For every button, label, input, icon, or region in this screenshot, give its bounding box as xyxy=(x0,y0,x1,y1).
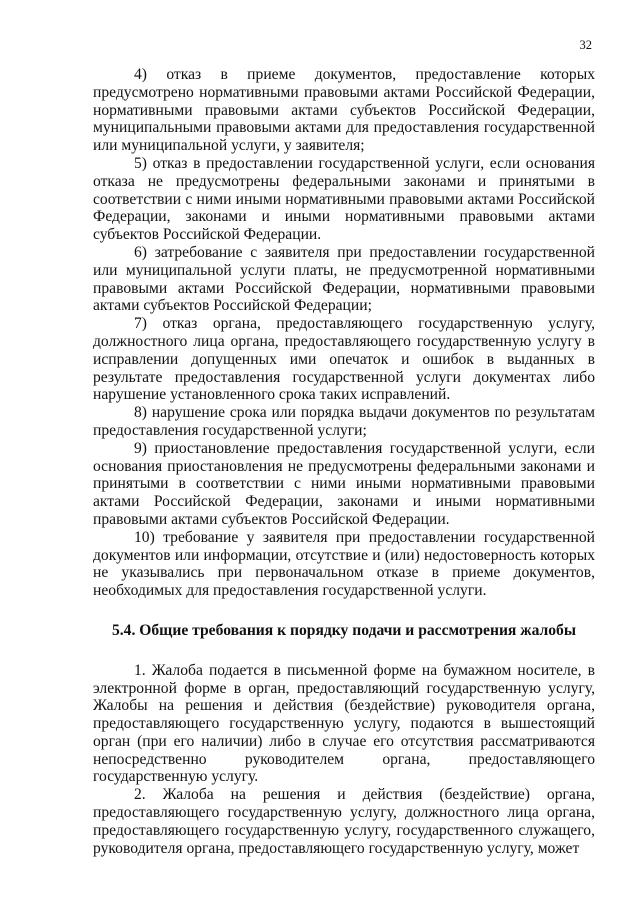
paragraph-item-5: 5) отказ в предоставлении государственной услуги, если основания отказа не предусмотрены федеральными законами и принятыми в соответствии с ними иными нормативными правовыми актами Российской Федерации, законами и иными нормативными правовыми актами субъектов Российской Федерации. xyxy=(93,154,595,244)
document-body xyxy=(93,66,595,857)
paragraph-item-7: 7) отказ органа, предоставляющего государственную услугу, должностного лица органа, предоставляющего государственную услугу в исправлении допущенных ими опечаток и ошибок в выданных в результате предоставления государственной услуги документах либо нарушение установленного срока таких исправлений. xyxy=(93,315,595,404)
section-heading: 5.4. Общие требования к порядку подачи и рассмотрения жалобы xyxy=(111,621,577,639)
paragraph-item-9: 9) приостановление предоставления государственной услуги, если основания приостановления не предусмотрены федеральными законами и принятыми в соответствии с ними иными нормативными правовыми актами Российской Федерации, законами и иными нормативными правовыми актами субъектов Российской Федерации. xyxy=(93,439,595,528)
paragraph-item-10: 10) требование у заявителя при предоставлении государственной документов или информации, отсутствие и (или) недостоверность которых не указывались при первоначальном отказе в приеме документов, необходимых для предоставления государственной услуги. xyxy=(93,528,595,600)
paragraph-complaint-2: 2. Жалоба на решения и действия (бездействие) органа, предоставляющего государственную услугу, должностного лица органа, предоставляющего государственную услугу, государственного служащего, руководителя органа, предоставляющего государственную услугу, может xyxy=(93,786,595,857)
paragraph-item-4: 4) отказ в приеме документов, предоставление которых предусмотрено нормативными правовыми актами Российской Федерации, нормативными правовыми актами субъектов Российской Федерации, муниципальными правовыми актами для предоставления государственной или муниципальной услуги, у заявителя; xyxy=(93,66,595,155)
paragraph-item-6: 6) затребование с заявителя при предоставлении государственной или муниципальной услуги платы, не предусмотренной нормативными правовыми актами Российской Федерации, нормативными правовыми актами субъектов Российской Федерации; xyxy=(93,243,595,315)
paragraph-complaint-1: 1. Жалоба подается в письменной форме на бумажном носителе, в электронной форме в орган, предоставляющий государственную услугу, Жалобы на решения и действия (бездействие) руководителя органа, предоставляющего государственную услугу, подаются в вышестоящий орган (при его наличии) либо в случае его отсутствия рассматриваются непосредственно руководителем органа, предоставляющего государственную услугу. xyxy=(93,661,595,786)
page-number: 32 xyxy=(579,38,592,52)
paragraph-item-8: 8) нарушение срока или порядка выдачи документов по результатам предоставления государственной услуги; xyxy=(93,404,595,439)
